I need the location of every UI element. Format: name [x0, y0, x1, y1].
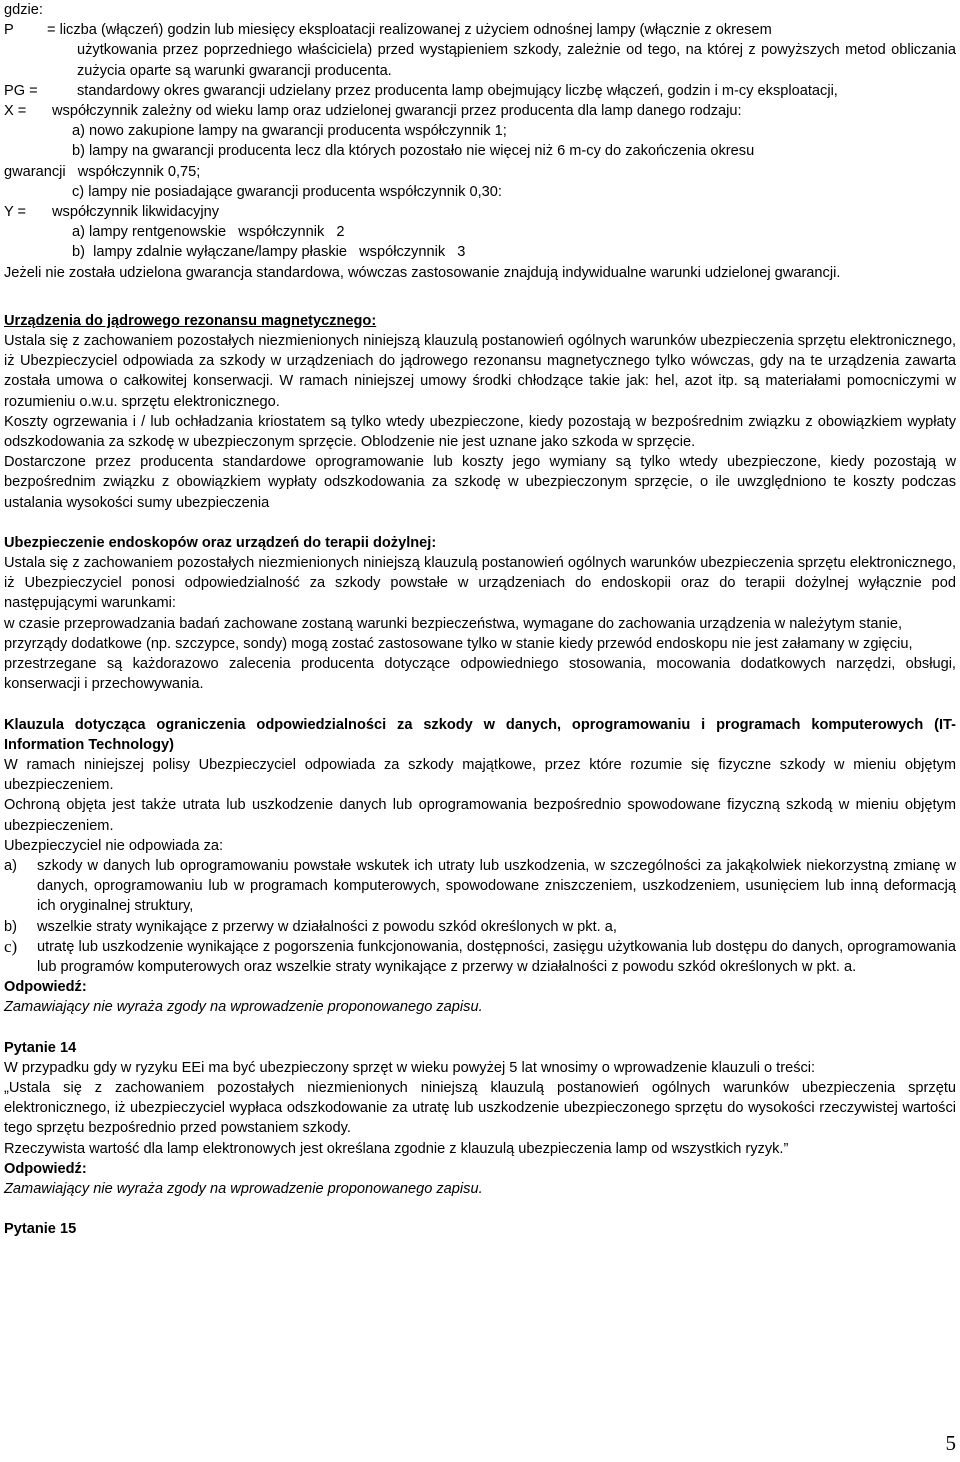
definition-text: współczynnik likwidacyjny [52, 204, 220, 221]
question-14-paragraph-3: Rzeczywista wartość dla lamp elektronowych jest określana zgodnie z klauzulą ubezpieczenia lamp od wszystkich ryzyk.” [4, 1140, 789, 1157]
page-number: 5 [945, 1431, 956, 1455]
list-text: utratę lub uszkodzenie wynikające z pogorszenia funkcjonowania, dostępności, zasięgu użytkowania lub dostępu do danych, oprogramowania lub programów komputerowych oraz wszelkie straty wynikające z przerwy w działalności z powodu szkód określonych w pkt. a. [37, 938, 956, 975]
list-item [4, 937, 956, 977]
definition-x-b-cont: gwarancji współczynnik 0,75; [4, 163, 201, 180]
definition-p [4, 20, 956, 40]
list-marker: a) [4, 857, 17, 874]
list-text: wszelkie straty wynikające z przerwy w działalności z powodu szkód określonych w pkt. a, [37, 918, 617, 935]
list-marker: c) [4, 936, 18, 956]
endo-paragraph-2: w czasie przeprowadzania badań zachowane zostaną warunki bezpieczeństwa, wymagane do zachowania urządzenia w należytym stanie, [4, 615, 903, 632]
mri-heading: Urządzenia do jądrowego rezonansu magnetycznego: [4, 312, 377, 329]
list-item [4, 856, 956, 917]
definition-text: współczynnik zależny od wieku lamp oraz udzielonej gwarancji przez producenta dla lamp danego rodzaju: [52, 103, 742, 120]
closing-text: Jeżeli nie została udzielona gwarancja standardowa, wówczas zastosowanie znajdują indywidualne warunki udzielonej gwarancji. [4, 264, 841, 281]
mri-paragraph-2: Koszty ogrzewania i / lub ochładzania kriostatem są tylko wtedy ubezpieczone, kiedy pozostają w bezpośrednim związku z obowiązkiem wypłaty odszkodowania za szkodę w ubezpieczonym sprzęcie. Oblodzenie nie jest uznane jako szkoda w sprzęcie. [4, 413, 956, 451]
answer-text: Zamawiający nie wyraża zgody na wprowadzenie proponowanego zapisu. [4, 999, 483, 1016]
answer-text: Zamawiający nie wyraża zgody na wprowadzenie proponowanego zapisu. [4, 1180, 483, 1197]
definition-label: X = [4, 103, 27, 120]
list-marker: b) [4, 918, 17, 935]
document-page [4, 0, 956, 1239]
definition-text: standardowy okres gwarancji udzielany przez producenta lamp obejmujący liczbę włączeń, godzin i m-cy eksploatacji, [77, 82, 838, 99]
definition-x-c: c) lampy nie posiadające gwarancji producenta współczynnik 0,30: [72, 183, 502, 200]
question-14-heading: Pytanie 14 [4, 1039, 77, 1056]
definition-y [4, 202, 956, 222]
question-15-heading: Pytanie 15 [4, 1221, 77, 1238]
definition-pg [4, 81, 956, 101]
question-14-paragraph-1: W przypadku gdy w ryzyku EEi ma być ubezpieczony sprzęt w wieku powyżej 5 lat wnosimy o wprowadzenie klauzuli o treści: [4, 1059, 816, 1076]
it-paragraph-1: W ramach niniejszej polisy Ubezpieczyciel odpowiada za szkody majątkowe, przez które rozumie się fizyczne szkody w mieniu objętym ubezpieczeniem. [4, 756, 956, 794]
endo-paragraph-1: Ustala się z zachowaniem pozostałych niezmienionych niniejszą klauzulą postanowień ogólnych warunków ubezpieczenia sprzętu elektronicznego, iż Ubezpieczyciel ponosi odpowiedzialność za szkody powstałe w urządzeniach do endoskopii oraz do terapii dożylnej wyłącznie pod następującymi warunkami: [4, 555, 956, 612]
definition-x-b: b) lampy na gwarancji producenta lecz dla których pozostało nie więcej niż 6 m-cy do zakończenia okresu [72, 143, 755, 160]
it-heading: Klauzula dotycząca ograniczenia odpowiedzialności za szkody w danych, oprogramowaniu i programach komputerowych (IT- Information Technology) [4, 716, 956, 753]
list-item [4, 917, 956, 937]
list-text: szkody w danych lub oprogramowaniu powstałe wskutek ich utraty lub uszkodzenia, w szczególności za jakąkolwiek niekorzystną zmianę w danych, oprogramowaniu lub w programach komputerowych, spowodowane zniszczeniem, uszkodzeniem, usunięciem lub inną deformacją ich oryginalnej struktury, [37, 857, 956, 915]
it-paragraph-3: Ubezpieczyciel nie odpowiada za: [4, 837, 224, 854]
endo-paragraph-4: przestrzegane są każdorazowo zalecenia producenta dotyczące odpowiedniego stosowania, mocowania dodatkowych narzędzi, obsługi, konserwacji i przechowywania. [4, 656, 956, 693]
definition-label: Y = [4, 204, 27, 221]
answer-label: Odpowiedź: [4, 979, 87, 996]
intro-text: gdzie: [4, 2, 43, 18]
endo-paragraph-3: przyrządy dodatkowe (np. szczypce, sondy) mogą zostać zastosowane tylko w stanie kiedy przewód endoskopu nie jest załamany w zgięciu, [4, 635, 913, 652]
answer-label: Odpowiedź: [4, 1160, 87, 1177]
definition-text-cont: użytkowania przez poprzedniego właściciela) przed wystąpieniem szkody, zależnie od tego, na której z powyższych metod obliczania zużycia oparte są warunki gwarancji producenta. [77, 42, 956, 79]
mri-paragraph-3: Dostarczone przez producenta standardowe oprogramowanie lub koszty jego wymiany są tylko wtedy ubezpieczone, kiedy pozostają w bezpośrednim związku z obowiązkiem wypłaty odszkodowania za szkodę w ubezpieczonym sprzęcie, o ile uwzględniono te koszty podczas ustalania wysokości sumy ubezpieczenia [4, 454, 956, 511]
it-paragraph-2: Ochroną objęta jest także utrata lub uszkodzenie danych lub oprogramowania bezpośrednio spowodowane fizyczną szkodą w mieniu objętym ubezpieczeniem. [4, 797, 956, 834]
definition-y-a: a) lampy rentgenowskie współczynnik 2 [72, 224, 345, 241]
mri-paragraph-1: Ustala się z zachowaniem pozostałych niezmienionych niniejszą klauzulą postanowień ogólnych warunków ubezpieczenia sprzętu elektronicznego, iż Ubezpieczyciel odpowiada za szkody w urządzeniach do jądrowego rezonansu magnetycznego tylko wówczas, gdy na te urządzenia zawarta została umowa o całkowitej konserwacji. W ramach niniejszej umowy środki chłodzące takie jak: hel, azot itp. są materiałami pomocniczymi w rozumieniu o.w.u. sprzętu elektronicznego. [4, 333, 956, 410]
definition-text: = liczba (włączeń) godzin lub miesięcy eksploatacji realizowanej z użyciem odnośnej lampy (włącznie z okresem [47, 22, 772, 39]
definition-label: P [4, 22, 14, 39]
definition-x-a: a) nowo zakupione lampy na gwarancji producenta współczynnik 1; [72, 123, 507, 140]
definition-x [4, 101, 956, 121]
endo-heading: Ubezpieczenie endoskopów oraz urządzeń do terapii dożylnej: [4, 534, 437, 551]
question-14-paragraph-2: „Ustala się z zachowaniem pozostałych niezmienionych niniejszą klauzulą postanowień ogólnych warunków ubezpieczenia sprzętu elektronicznego, iż ubezpieczyciel wypłaca odszkodowanie za utratę lub uszkodzenie ubezpieczonego sprzętu do wysokości rzeczywistej wartości tego sprzętu bezpośrednio przed powstaniem szkody. [4, 1079, 956, 1137]
definition-y-b: b) lampy zdalnie wyłączane/lampy płaskie współczynnik 3 [72, 244, 466, 261]
definition-label: PG = [4, 82, 38, 99]
